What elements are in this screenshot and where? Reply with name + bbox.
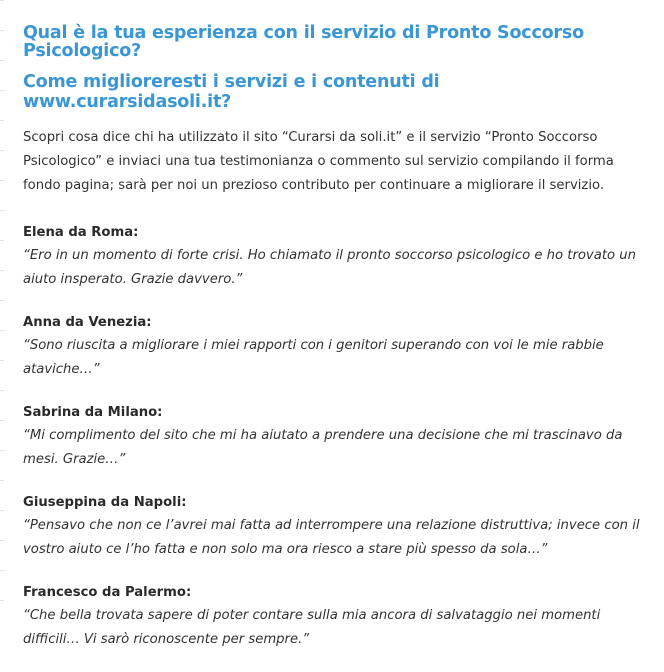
intro-paragraph: Scopri cosa dice chi ha utilizzato il sito “Curarsi da soli.it” e il servizio “Pronto Soccorso Psicologico” e inviaci una tua testimonianza o commento sul servizio compilando il forma fondo pagina; sarà per noi un prezioso contributo per continuare a migliorare il servizio.	[23, 130, 614, 193]
testimonial-author: Anna da Venezia:	[23, 315, 152, 330]
testimonial-quote: “Pensavo che non ce l’avrei mai fatta ad interrompere una relazione distruttiva; invece con il vostro aiuto ce l’ho fatta e non solo ma ora riesco a stare più spesso da sola…”	[23, 518, 640, 557]
testimonial-item	[23, 222, 653, 292]
testimonial-quote: “Che bella trovata sapere di poter contare sulla mia ancora di salvataggio nei momenti difficili… Vi sarò riconoscente per sempre.”	[23, 608, 601, 647]
testimonial-item	[23, 582, 653, 652]
testimonial-author: Elena da Roma:	[23, 225, 139, 240]
testimonial-author: Giuseppina da Napoli:	[23, 495, 187, 510]
testimonial-item	[23, 402, 653, 472]
testimonial-quote: “Sono riuscita a migliorare i miei rapporti con i genitori superando con voi le mie rabbie ataviche…”	[23, 338, 604, 377]
heading-experience-question: Qual è la tua esperienza con il servizio di Pronto Soccorso Psicologico?	[23, 23, 584, 61]
heading-improvement-question: Come miglioreresti i servizi e i contenuti di www.curarsidasoli.it?	[23, 72, 440, 112]
testimonials-section	[23, 24, 653, 672]
testimonial-quote: “Ero in un momento di forte crisi. Ho chiamato il pronto soccorso psicologico e ho trovato un aiuto insperato. Grazie davvero.”	[23, 248, 636, 287]
testimonial-quote: “Mi complimento del sito che mi ha aiutato a prendere una decisione che mi trascinavo da mesi. Grazie…”	[23, 428, 623, 467]
testimonial-item	[23, 312, 653, 382]
testimonial-author: Francesco da Palermo:	[23, 585, 192, 600]
testimonial-author: Sabrina da Milano:	[23, 405, 163, 420]
testimonial-item	[23, 492, 653, 562]
left-dotted-divider	[0, 0, 4, 617]
